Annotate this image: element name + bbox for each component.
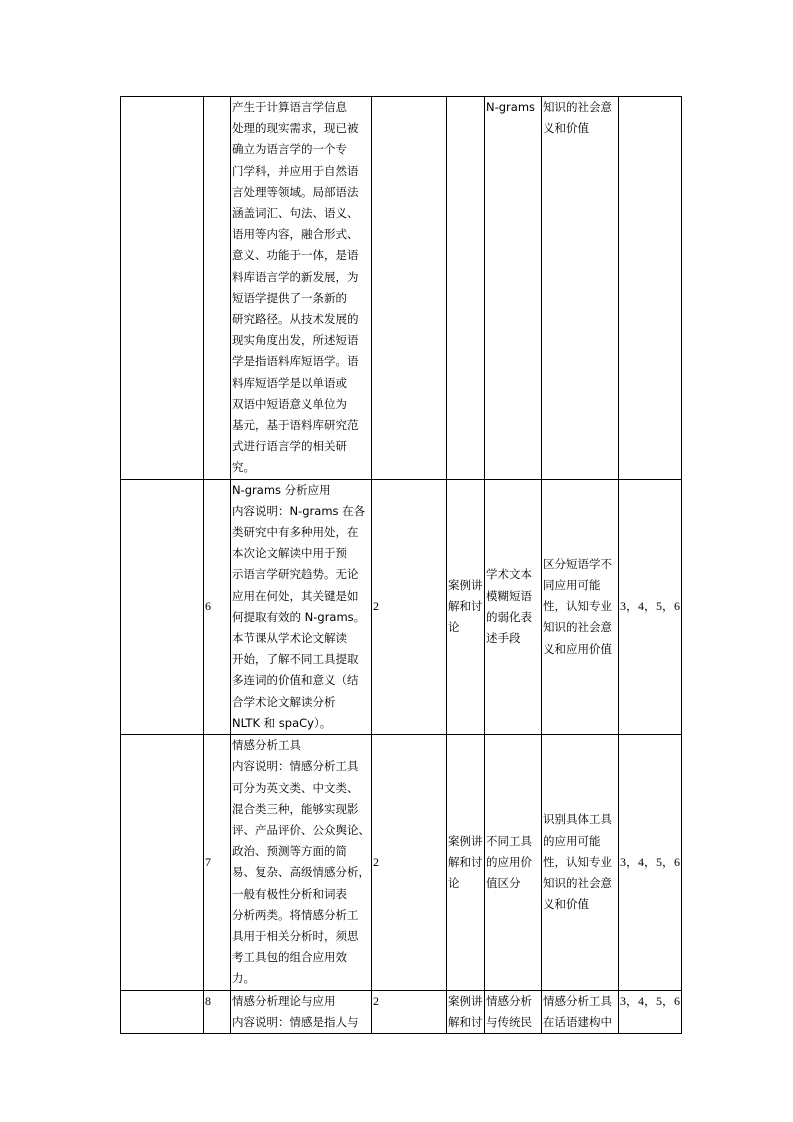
objectives: 3，4，5，6 bbox=[620, 599, 681, 614]
table-row bbox=[121, 97, 682, 480]
cell-line: 门学科，并应用于自然语 bbox=[232, 163, 359, 178]
cell-line: 内容说明：情感是指人与 bbox=[232, 1014, 359, 1029]
method-cell bbox=[447, 735, 485, 990]
content-cell bbox=[231, 990, 372, 1033]
case-cell bbox=[485, 97, 542, 480]
cell-line: 区分短语学不 bbox=[543, 556, 612, 571]
cell-line: 情感分析工具 bbox=[543, 993, 612, 1008]
cell-line: 本节课从学术论文解读 bbox=[232, 631, 347, 646]
cell-line: 料库短语学是以单语或 bbox=[232, 375, 347, 390]
cell-line: 知识的社会意 bbox=[543, 100, 612, 114]
lesson-number-cell bbox=[204, 735, 231, 990]
cell-line: 可分为英文类、中文类、 bbox=[232, 780, 359, 795]
cell-line: 具用于相关分析时，须思 bbox=[232, 928, 359, 943]
cell-line: 论 bbox=[448, 875, 460, 890]
content-cell bbox=[231, 735, 372, 990]
cell-line: 类研究中有多种用处，在 bbox=[232, 525, 359, 540]
cell-line: 义和价值 bbox=[543, 897, 589, 912]
cell-line: 意义、功能于一体，是语 bbox=[232, 248, 359, 263]
cell-line: 模糊短语 bbox=[486, 588, 532, 603]
case-cell bbox=[485, 735, 542, 990]
goal-cell bbox=[542, 990, 619, 1033]
cell-line: 在话语建构中 bbox=[543, 1014, 612, 1029]
cell-line: 知识的社会意 bbox=[543, 620, 612, 635]
cell-line: 合学术论文解读分析 bbox=[232, 694, 336, 709]
hours-cell bbox=[372, 735, 447, 990]
cell-line: 论 bbox=[448, 620, 460, 635]
table-row bbox=[121, 479, 682, 734]
cell-line: 产生于计算语言学信息 bbox=[232, 100, 347, 114]
cell-line: N-grams bbox=[486, 100, 536, 114]
cell-line: 内容说明：N-grams 在各 bbox=[232, 503, 366, 518]
cell-line: 述手段 bbox=[486, 631, 521, 646]
blank-cell bbox=[121, 97, 204, 480]
hours: 2 bbox=[373, 599, 379, 614]
goal-cell bbox=[542, 735, 619, 990]
objective-cell bbox=[619, 990, 682, 1033]
cell-line: 研究路径。从技术发展的 bbox=[232, 312, 359, 327]
objective-cell bbox=[619, 735, 682, 990]
cell-line: 的弱化表 bbox=[486, 609, 532, 624]
cell-line: 学术文本 bbox=[486, 567, 532, 582]
cell-line: 究。 bbox=[232, 460, 255, 475]
cell-line: 一般有极性分析和词表 bbox=[232, 886, 347, 901]
hours: 2 bbox=[373, 993, 379, 1008]
method-cell bbox=[447, 97, 485, 480]
cell-line: NLTK 和 spaCy）。 bbox=[232, 715, 332, 730]
cell-line: 解和讨 bbox=[448, 854, 483, 869]
cell-line: 情感分析工具 bbox=[232, 738, 301, 753]
cell-line: 式进行语言学的相关研 bbox=[232, 439, 347, 454]
cell-line: 不同工具 bbox=[486, 833, 532, 848]
cell-line: 政治、预测等方面的简 bbox=[232, 844, 347, 859]
cell-line: 现实角度出发，所述短语 bbox=[232, 333, 359, 348]
method-cell bbox=[447, 990, 485, 1033]
cell-line: 性，认知专业 bbox=[543, 854, 612, 869]
lesson-number-cell bbox=[204, 97, 231, 480]
cell-line: 知识的社会意 bbox=[543, 875, 612, 890]
cell-line: N-grams 分析应用 bbox=[232, 482, 331, 497]
table-row bbox=[121, 735, 682, 990]
cell-line: 本次论文解读中用于预 bbox=[232, 546, 347, 561]
content-cell bbox=[231, 479, 372, 734]
goal-cell bbox=[542, 97, 619, 480]
cell-line: 多连词的价值和意义（结 bbox=[232, 673, 359, 688]
cell-line: 案例讲 bbox=[448, 578, 483, 593]
cell-line: 义和价值 bbox=[543, 121, 589, 136]
cell-line: 考工具包的组合应用效 bbox=[232, 950, 347, 965]
lesson-number: 7 bbox=[205, 854, 211, 869]
cell-line: 涵盖词汇、句法、语义、 bbox=[232, 206, 359, 221]
goal-cell bbox=[542, 479, 619, 734]
cell-line: 义和应用价值 bbox=[543, 641, 612, 656]
method-cell bbox=[447, 479, 485, 734]
lesson-number-cell bbox=[204, 990, 231, 1033]
content-cell bbox=[231, 97, 372, 480]
cell-line: 开始，了解不同工具提取 bbox=[232, 652, 359, 667]
lesson-number: 8 bbox=[205, 993, 211, 1008]
cell-line: 基元，基于语料库研究范 bbox=[232, 418, 359, 433]
cell-line: 解和讨 bbox=[448, 599, 483, 614]
objectives: 3，4，5，6 bbox=[620, 993, 681, 1008]
case-cell bbox=[485, 990, 542, 1033]
cell-line: 力。 bbox=[232, 971, 255, 986]
case-cell bbox=[485, 479, 542, 734]
objective-cell bbox=[619, 97, 682, 480]
cell-line: 值区分 bbox=[486, 875, 521, 890]
blank-cell bbox=[121, 990, 204, 1033]
cell-line: 与传统民 bbox=[486, 1014, 532, 1029]
hours-cell bbox=[372, 97, 447, 480]
cell-line: 短语学提供了一条新的 bbox=[232, 290, 347, 305]
cell-line: 情感分析 bbox=[486, 993, 532, 1008]
objectives: 3，4，5，6 bbox=[620, 854, 681, 869]
cell-line: 示语言学研究趋势。无论 bbox=[232, 567, 359, 582]
cell-line: 学是指语料库短语学。语 bbox=[232, 354, 359, 369]
hours-cell bbox=[372, 479, 447, 734]
cell-line: 案例讲 bbox=[448, 833, 483, 848]
cell-line: 的应用价 bbox=[486, 854, 532, 869]
lesson-number: 6 bbox=[205, 599, 211, 614]
cell-line: 处理的现实需求，现已被 bbox=[232, 121, 359, 136]
cell-line: 案例讲 bbox=[448, 993, 483, 1008]
blank-cell bbox=[121, 479, 204, 734]
cell-line: 确立为语言学的一个专 bbox=[232, 142, 347, 157]
cell-line: 的应用可能 bbox=[543, 833, 601, 848]
cell-line: 何提取有效的 N-grams。 bbox=[232, 609, 366, 624]
cell-line: 分析两类。将情感分析工 bbox=[232, 907, 359, 922]
cell-line: 解和讨 bbox=[448, 1014, 483, 1029]
cell-line: 易、复杂、高级情感分析， bbox=[232, 865, 370, 880]
hours-cell bbox=[372, 990, 447, 1033]
objective-cell bbox=[619, 479, 682, 734]
cell-line: 识别具体工具 bbox=[543, 812, 612, 827]
cell-line: 混合类三种，能够实现影 bbox=[232, 801, 359, 816]
cell-line: 同应用可能 bbox=[543, 578, 601, 593]
cell-line: 评、产品评价、公众舆论、 bbox=[232, 822, 370, 837]
syllabus-table bbox=[120, 96, 682, 1034]
hours: 2 bbox=[373, 854, 379, 869]
lesson-number-cell bbox=[204, 479, 231, 734]
cell-line: 性，认知专业 bbox=[543, 599, 612, 614]
table-row bbox=[121, 990, 682, 1033]
cell-line: 情感分析理论与应用 bbox=[232, 993, 336, 1008]
cell-line: 内容说明：情感分析工具 bbox=[232, 759, 359, 774]
blank-cell bbox=[121, 735, 204, 990]
cell-line: 言处理等领域。局部语法 bbox=[232, 184, 359, 199]
cell-line: 料库语言学的新发展，为 bbox=[232, 269, 359, 284]
cell-line: 应用在何处，其关键是如 bbox=[232, 588, 359, 603]
cell-line: 语用等内容，融合形式、 bbox=[232, 227, 359, 242]
cell-line: 双语中短语意义单位为 bbox=[232, 396, 347, 411]
